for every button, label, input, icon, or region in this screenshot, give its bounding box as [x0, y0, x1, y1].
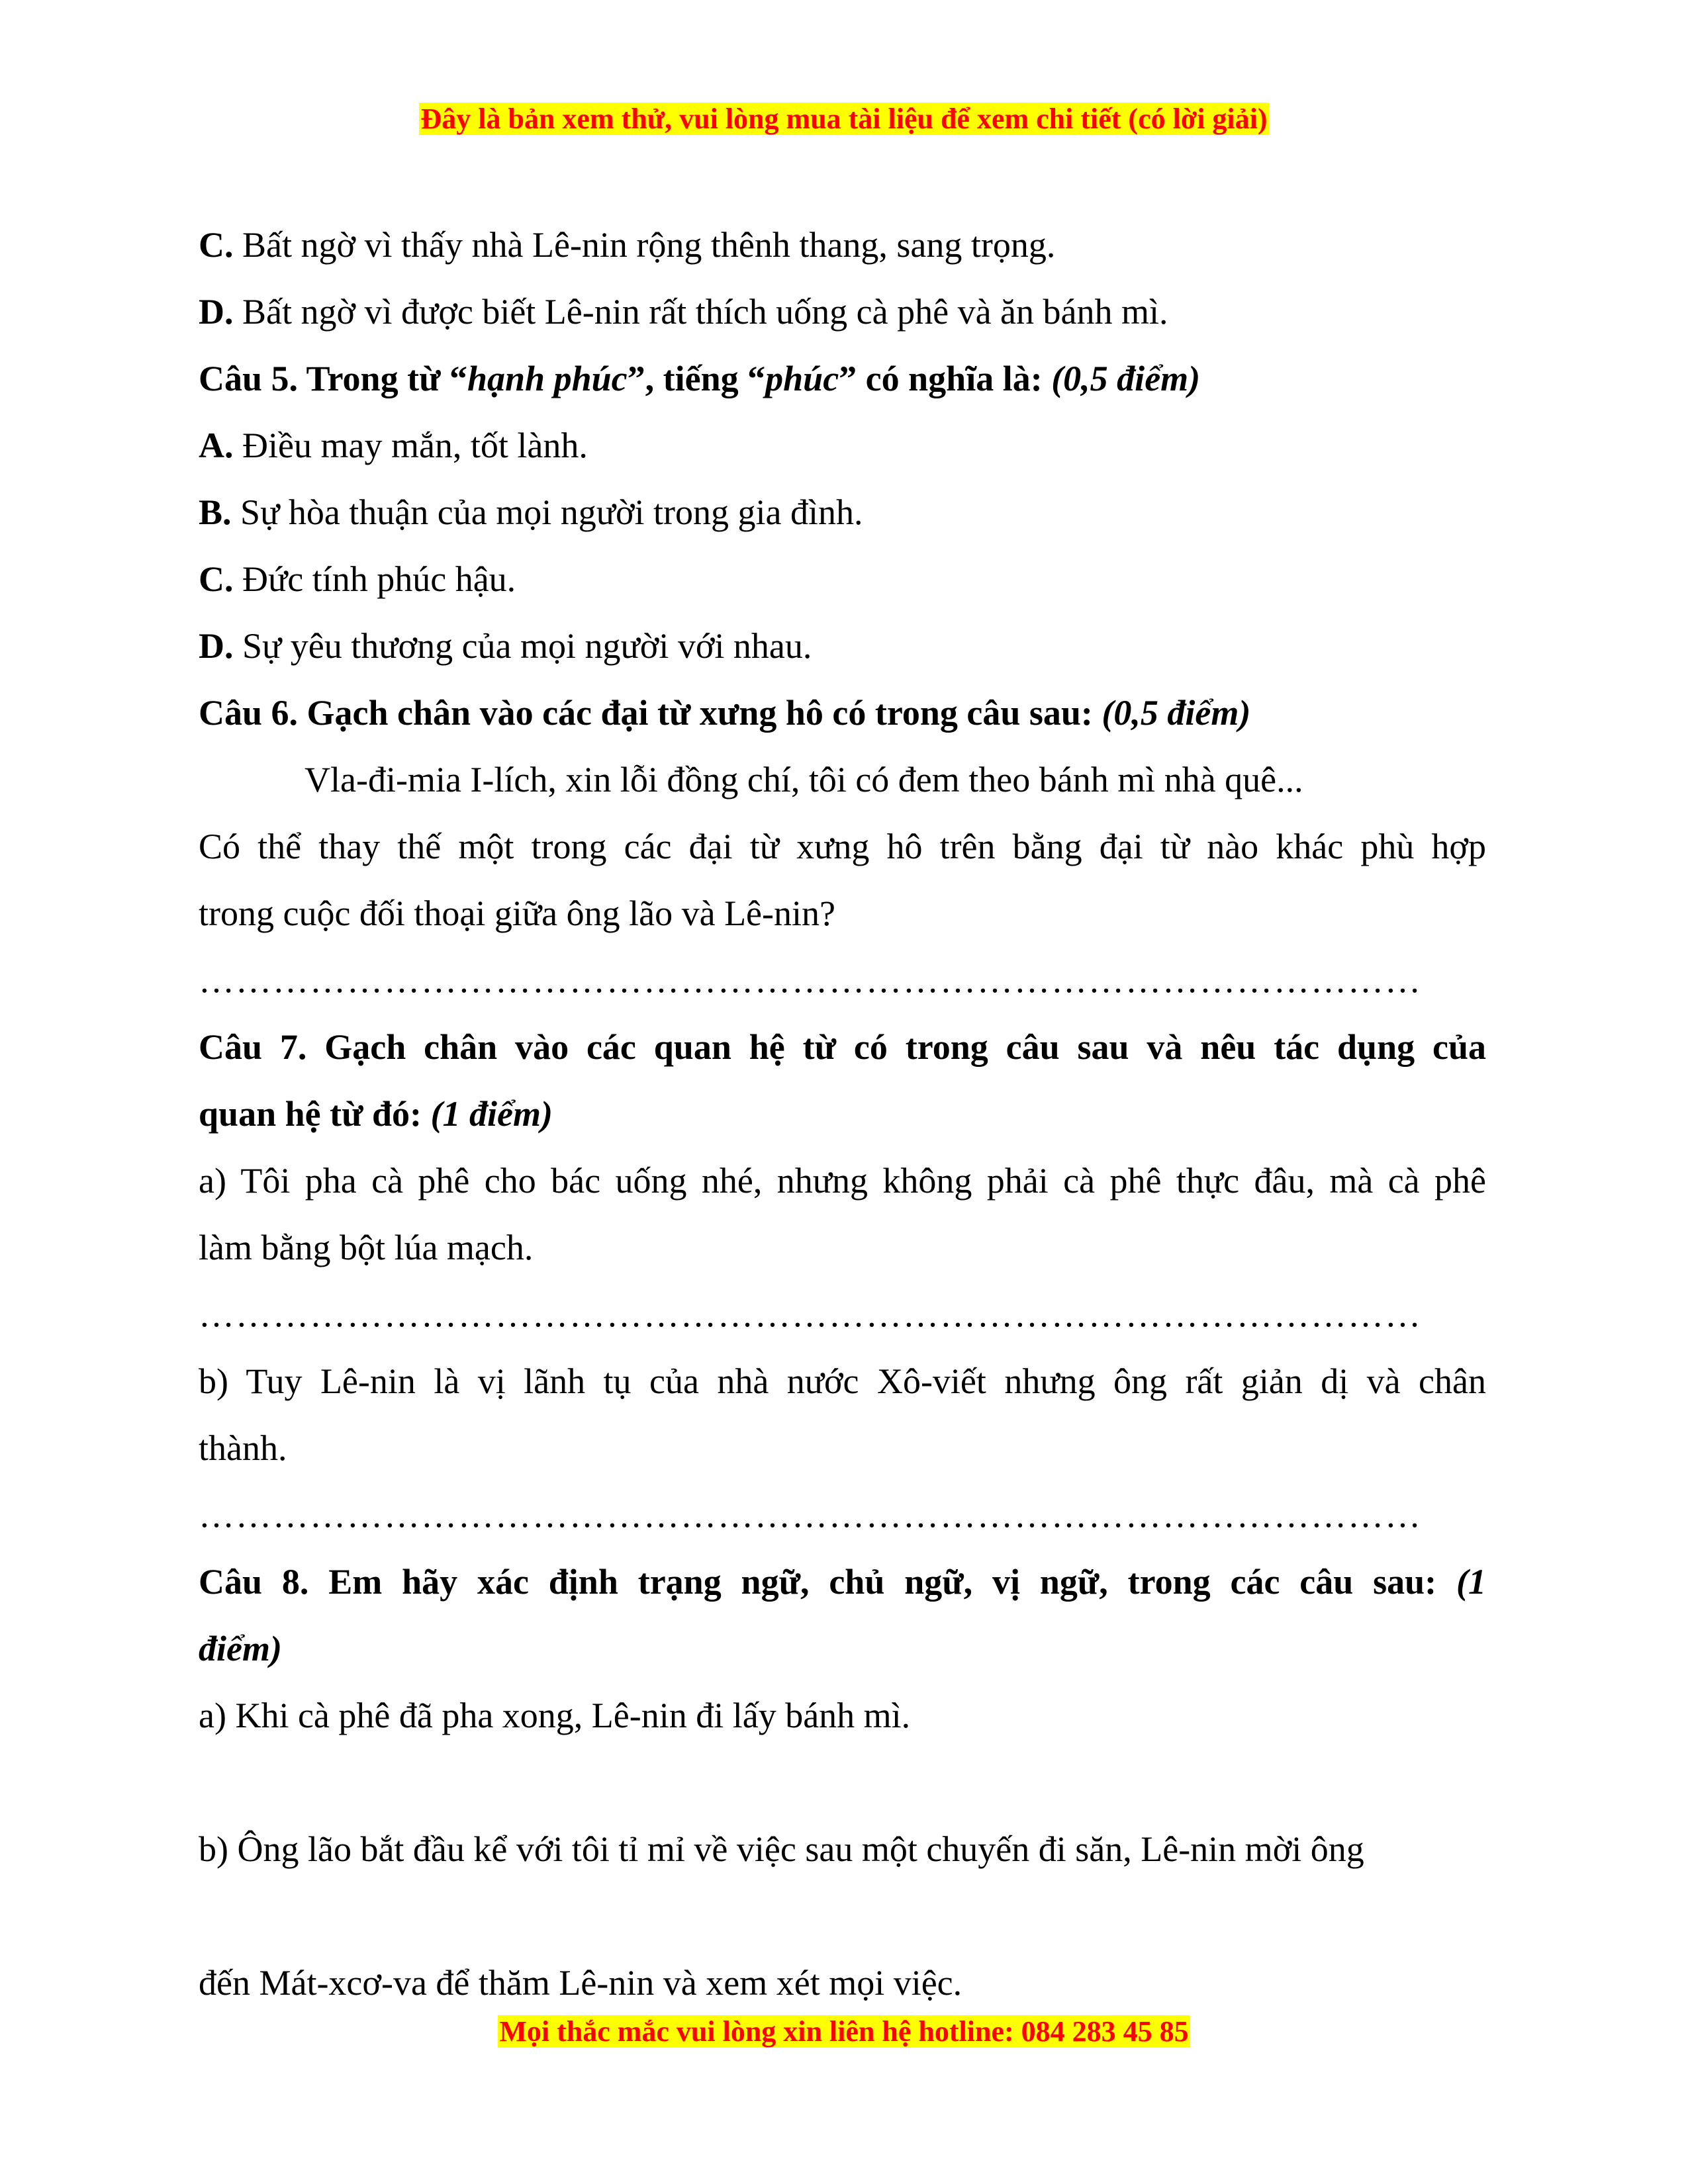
q8-sentence-b-line-2: đến Mát-xcơ-va để thăm Lê-nin và xem xét mọi việc. [199, 1963, 962, 2003]
q5-title-part: ”, tiếng “ [627, 359, 766, 398]
hotline-text: Mọi thắc mắc vui lòng xin liên hệ hotline: 084 283 45 85 [499, 2015, 1189, 2048]
preview-notice-banner [0, 101, 1688, 138]
q5-title-part: ” có nghĩa là: [839, 359, 1052, 398]
blank-line [199, 1749, 1486, 1816]
q8-sentence-b-line-1: b) Ông lão bắt đầu kể với tôi tỉ mỉ về việc sau một chuyến đi săn, Lê-nin mời ông [199, 1829, 1364, 1869]
option-text: Điều may mắn, tốt lành. [233, 426, 588, 465]
q7-title-line-1: Câu 7. Gạch chân vào các quan hệ từ có trong câu sau và nêu tác dụng của [199, 1027, 1486, 1067]
option-text: Bất ngờ vì thấy nhà Lê-nin rộng thênh thang, sang trọng. [233, 225, 1056, 265]
q8-sentence-a: a) Khi cà phê đã pha xong, Lê-nin đi lấy bánh mì. [199, 1696, 911, 1735]
q5-option-c [199, 546, 1486, 613]
q7-a-answer-line: ……………………………………………………………………………………… [199, 1295, 1422, 1334]
hotline-banner [0, 2013, 1688, 2050]
q6-quote: Vla-đi-mia I-lích, xin lỗi đồng chí, tôi có đem theo bánh mì nhà quê... [305, 760, 1303, 799]
option-text: Sự hòa thuận của mọi người trong gia đình. [231, 492, 863, 532]
q6-points: (0,5 điểm) [1102, 693, 1251, 733]
q7-a-line-2: làm bằng bột lúa mạch. [199, 1228, 534, 1267]
q5-points: (0,5 điểm) [1051, 359, 1201, 398]
q7-b-line-1: b) Tuy Lê-nin là vị lãnh tụ của nhà nước Xô-viết nhưng ông rất giản dị và chân [199, 1361, 1486, 1401]
q7-b-answer-line: ……………………………………………………………………………………… [199, 1495, 1422, 1535]
q6-answer-line: ……………………………………………………………………………………… [199, 960, 1422, 1000]
q7-title-line-2 [199, 1081, 1486, 1148]
option-text: Bất ngờ vì được biết Lê-nin rất thích uống cà phê và ăn bánh mì. [233, 292, 1168, 332]
q7-b-line-2: thành. [199, 1428, 287, 1468]
option-letter: D. [199, 626, 234, 666]
q8-title [199, 1549, 1486, 1615]
option-text: Đức tính phúc hậu. [233, 559, 516, 599]
q5-option-a [199, 412, 1486, 479]
q6-title-text: Câu 6. Gạch chân vào các đại từ xưng hô có trong câu sau: [199, 693, 1102, 733]
blank-line [199, 1883, 1486, 1950]
option-letter: B. [199, 492, 232, 532]
q5-option-b [199, 479, 1486, 546]
option-letter: C. [199, 559, 234, 599]
q6-question-line-2: trong cuộc đối thoại giữa ông lão và Lê-nin? [199, 893, 835, 933]
q7-points: (1 điểm) [430, 1094, 553, 1134]
q4-option-c [199, 212, 1486, 279]
q5-title [199, 345, 1486, 412]
option-letter: A. [199, 426, 234, 465]
q5-word-hanh-phuc: hạnh phúc [467, 359, 628, 398]
q8-title-text: Câu 8. Em hãy xác định trạng ngữ, chủ ngữ, vị ngữ, trong các câu sau: [199, 1562, 1457, 1602]
document-body [199, 212, 1486, 2017]
q7-a-line-1: a) Tôi pha cà phê cho bác uống nhé, nhưng không phải cà phê thực đâu, mà cà phê [199, 1161, 1486, 1201]
q8-points-part-1: (1 [1456, 1562, 1486, 1602]
q6-question-line-1: Có thể thay thế một trong các đại từ xưng hô trên bằng đại từ nào khác phù hợp [199, 827, 1486, 866]
q5-title-part: Câu 5. Trong từ “ [199, 359, 467, 398]
q5-word-phuc: phúc [765, 359, 839, 398]
option-text: Sự yêu thương của mọi người với nhau. [233, 626, 812, 666]
q6-title [199, 680, 1486, 747]
option-letter: C. [199, 225, 234, 265]
q8-points-part-2: điểm) [199, 1629, 282, 1668]
option-letter: D. [199, 292, 234, 332]
q4-option-d [199, 279, 1486, 345]
q5-option-d [199, 613, 1486, 680]
preview-notice-text: Đây là bản xem thử, vui lòng mua tài liệu để xem chi tiết (có lời giải) [420, 103, 1268, 135]
q7-title-text: quan hệ từ đó: [199, 1094, 431, 1134]
